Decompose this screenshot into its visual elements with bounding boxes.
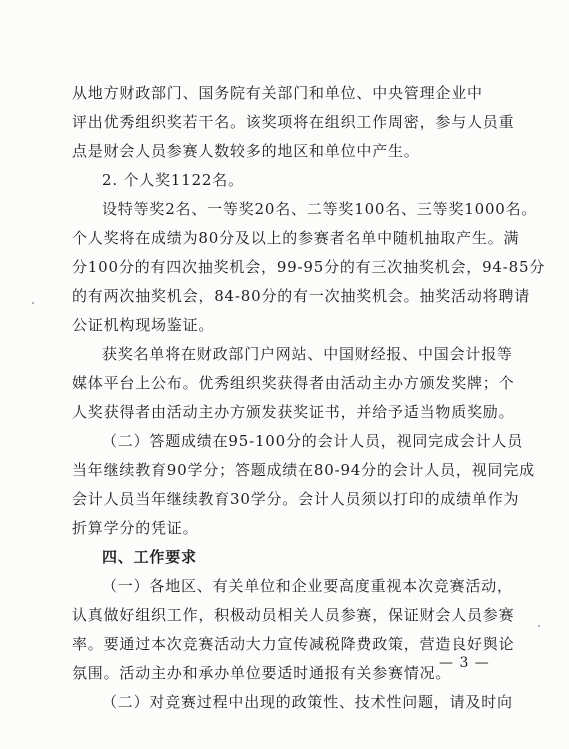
paragraph-line-10: 获奖名单将在财政部门户网站、中国财经报、中国会计报等 [102,345,513,363]
paragraph-line-16: 折算学分的凭证。 [72,519,199,537]
section-heading-work-requirements: 四、工作要求 [102,548,197,566]
paragraph-line-19: 认真做好组织工作，积极动员相关人员参赛，保证财会人员参赛 [72,606,515,624]
individual-award-heading: 2. 个人奖1122名。 [102,171,244,189]
scan-speck [32,302,34,304]
paragraph-line-15: 会计人员当年继续教育30学分。会计人员须以打印的成绩单作为 [72,490,520,508]
paragraph-line-9: 公证机构现场鉴证。 [72,316,215,334]
page-number: — 3 — [439,655,490,671]
paragraph-line-5: 设特等奖2名、一等奖20名、二等奖100名、三等奖1000名。 [102,200,538,218]
paragraph-line-21: 氛围。活动主办和承办单位要适时通报有关参赛情况。 [72,664,452,682]
paragraph-line-2: 评出优秀组织奖若干名。该奖项将在组织工作周密，参与人员重 [72,113,515,131]
scan-speck [538,625,540,627]
paragraph-line-6: 个人奖将在成绩为80分及以上的参赛者名单中随机抽取产生。满 [72,229,520,247]
paragraph-line-1: 从地方财政部门、国务院有关部门和单位、中央管理企业中 [72,84,483,102]
paragraph-line-22: （二）对竞赛过程中出现的政策性、技术性问题，请及时向 [102,693,513,711]
paragraph-line-12: 人奖获得者由活动主办方颁发获奖证书，并给予适当物质奖励。 [72,403,515,421]
paragraph-line-14: 当年继续教育90学分；答题成绩在80-94分的会计人员，视同完成 [72,461,535,479]
paragraph-line-3: 点是财会人员参赛人数较多的地区和单位中产生。 [72,142,420,160]
paragraph-line-18: （一）各地区、有关单位和企业要高度重视本次竞赛活动， [102,577,513,595]
paragraph-line-8: 的有两次抽奖机会，84-80分的有一次抽奖机会。抽奖活动将聘请 [72,287,531,305]
paragraph-line-11: 媒体平台上公布。优秀组织奖获得者由活动主办方颁发奖牌；个 [72,374,515,392]
paragraph-line-7: 分100分的有四次抽奖机会，99-95分的有三次抽奖机会，94-85分 [72,258,546,276]
paragraph-line-20: 率。要通过本次竞赛活动大力宣传减税降费政策，营造良好舆论 [72,635,515,653]
paragraph-line-13: （二）答题成绩在95-100分的会计人员，视同完成会计人员 [102,432,523,450]
